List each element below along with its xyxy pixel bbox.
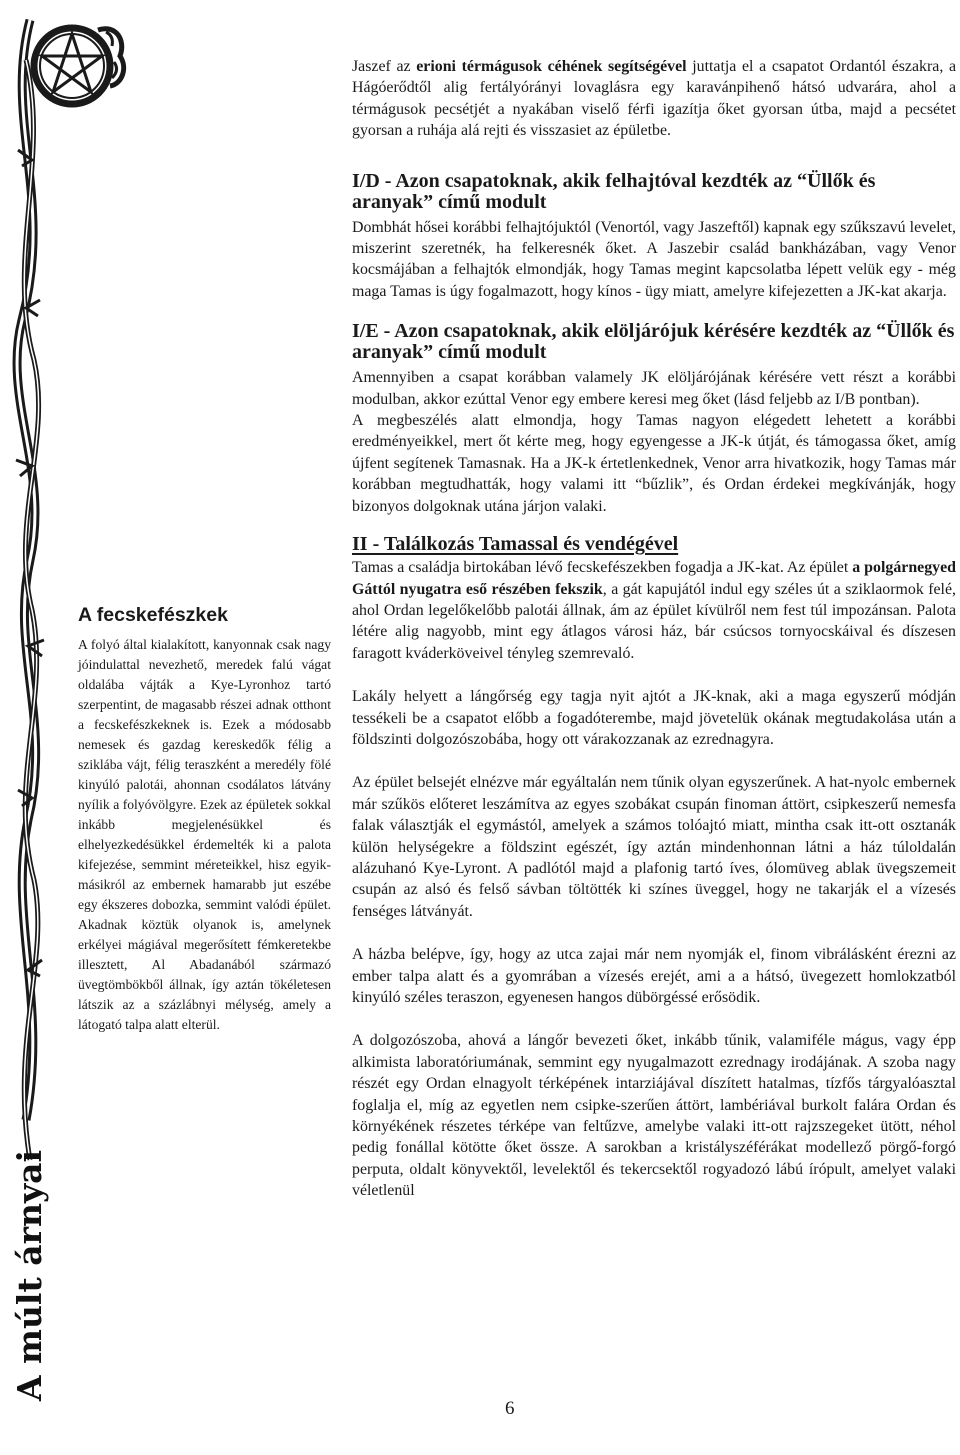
section-ii-paragraph-5: A dolgozószoba, ahová a lángőr bevezeti őket, inkább tűnik, valamiféle mágus, vagy épp alkimista laboratóriumának, semmint egy nyugalmazott ezrednagy irodájának. A szoba nagy részét egy Ordan elnagyolt térképének intarziájával díszített hatalmas, tízfős tárgyalóasztal foglalja el, míg az egyetlen nem csipke-szerűen áttört, lambériával burkolt falára Ordan és környékének részetes térképe van feltűzve, amelybe valaki itt-ott rajzszegeket ütött, néhol pedig fonállal kötötte őket össze. A sarokban a kristályszéférákat modellező pörgő-forgó perputa, oldalt könyvektől, levelektől és tekercsektől rogyadozó lábú írópult, amelyet valaki véletlenül <box>352 1032 956 1200</box>
section-ii-heading: II - Találkozás Tamassal és vendégével <box>352 533 679 556</box>
section-ii-paragraph-1 <box>352 557 956 664</box>
intro-text-2: juttatja el a csapatot Ordantól északra, a Hágóerődtől alig fertályórányi lovaglásra egy karavánpihenő hátsó udvarára, ahol a térmágusok pecsétjét a nyakában viselő férfi igazítja őket gyorsan útba, majd a pecsétet gyorsan a ruhája alá rejti és visszasiet az épületbe. <box>352 58 957 140</box>
intro-paragraph <box>352 56 956 142</box>
section-ie-heading: I/E - Azon csapatoknak, akik elöljárójuk kérésére kezdték az “Üllők és aranyak” című modult <box>352 320 955 364</box>
pentagram-ornament-icon <box>28 12 132 116</box>
sidebar-box <box>78 603 331 1035</box>
section-ii-paragraph-3: Az épület belsejét elnézve már egyáltalán nem tűnik olyan egyszerűnek. A hat-nyolc embernek már szűkös előteret leszámítva az egyes szobákat csupán finoman áttört, csipkeszerű nemesfa falak választják el egymástól, amelyek a számos tolóajtó miatt, mintha csak itt-ott osztanák külön helységekre a földszint egészét, így aztán mindenhonnan látni a ház túloldalán alázuhanó Kye-Lyront. A padlótól majd a plafonig tartó íves, ólomüveg ablak üvegszemeit csupán az alsó és felső sávban töltötték ki színes üveggel, hogy ne takarják el a vízesés fenséges látványát. <box>352 774 956 920</box>
section-ie-body-2: A megbeszélés alatt elmondja, hogy Tamas nagyon elégedett lehetett a korábbi eredményeikkel, mert őt kérte meg, hogy egyengesse a JK-k útját, és támogassa őket, amíg újfent segítenek Tamasnak. Ha a JK-k értetlenkednek, Venor arra hivatkozik, hogy Tamas már korábban megtudhatták, hogy valami itt “bűzlik”, és Ordan érdekei megkívánják, hogy bizonyos dolgoknak utána járjon valaki. <box>352 412 956 515</box>
section-ii-p1-text-1: Tamas a családja birtokában lévő fecskefészekben fogadja a JK-kat. Az épület <box>352 559 853 577</box>
section-id-body: Dombhát hősei korábbi felhajtójuktól (Venortól, vagy Jaszeftől) kapnak egy szűkszavú levelet, miszerint szeretnék, ha felkeresnék őket. A Jaszebir család bankházában, vagy Venor kocsmájában a felhajtók elmondják, hogy Tamas megint kapcsolatba lépett velük egy - még maga Tamas is úgy fogalmazott, hogy kínos - ügy miatt, amelyre kifejezetten a JK-kat akarja. <box>352 218 956 300</box>
celtic-border-decoration <box>0 0 60 1180</box>
section-ie-body-1: Amennyiben a csapat korábban valamely JK elöljárójának kérésére vett részt a korábbi modulban, akkor ezúttal Venor egy embere keresi meg őket (lásd feljebb az I/B pontban). <box>352 369 956 408</box>
section-ii-p1-bold: a polgárnegyed Gáttól nyugatra eső részében fekszik <box>352 559 956 598</box>
section-ii-paragraph-4: A házba belépve, így, hogy az utca zajai már nem nyomják el, finom vibrálásként érezni az ember talpa alatt és a gyomrában a vízesés erejét, ami a a hátsó, üvegezett homlokzatból kinyúló széles teraszon, egyenesen hangos dübörgéssé erősödik. <box>352 946 956 1006</box>
intro-text-1: Jaszef az <box>352 58 417 75</box>
sidebar-title: A fecskefészkek <box>78 604 228 626</box>
sidebar-body: A folyó által kialakított, kanyonnak csak nagy jóindulattal nevezhető, meredek falú vágat oldalába vájták a Kye-Lyronhoz tartó szerpentint, de magasabb részei adnak otthont a fecskefészkeknek is. Ezek a módosabb nemesek és gazdag kereskedők félig a sziklába vájt, félig teraszként a meredély fölé kinyúló palotái, ahonnan csodálatos látvány nyílik a folyóvölgyre. Ezek az épületek sokkal inkább megjelenésükkel és elhelyezkedésükkel érdemelték ki a palota kifejezése, semmint méreteikkel, hisz egyik-másikról az embernek hamarabb jut eszébe egy ékszeres dobozka, semmint valódi épület. Akadnak köztük olyanok is, amelynek erkélyei mágiával megerősített fémkeretekbe illesztett, Al Abadanából származó üvegtömbökből állnak, így aztán tökéletesen látszik az a százlábnyi mélység, amely a látogató talpa alatt elterül. <box>78 637 331 1032</box>
section-ii-p1-text-2: , a gát kapujától indul egy széles út a sziklaormok felé, ahol Ordan legelőkelőbb palotái állnak, ám az épület kívülről nem fest túl impozánsan. Palota létére alig nagyobb, mint egy átlagos városi ház, bár csúcsos tornyocskáival és díszesen faragott kváderköveivel tényleg szemrevaló. <box>352 580 957 662</box>
section-id-heading: I/D - Azon csapatoknak, akik felhajtóval kezdték az “Üllők és aranyak” című modult <box>352 169 876 213</box>
running-side-title <box>6 1140 54 1410</box>
side-title-text: A múlt árnyai <box>10 1149 50 1401</box>
page-number: 6 <box>505 1398 515 1419</box>
intro-bold: erioni térmágusok céhének segítségével <box>416 58 687 75</box>
section-ii-paragraph-2: Lakály helyett a lángőrség egy tagja nyit ajtót a JK-knak, aki a maga egyszerű módján tessékeli be a csapatot előbb a fogadóterembe, majd jövetelük okának megtudakolása után a földszinti dolgozószobába, hogy ott várakozzanak az ezrednagyra. <box>352 688 956 748</box>
main-column <box>352 56 956 1202</box>
